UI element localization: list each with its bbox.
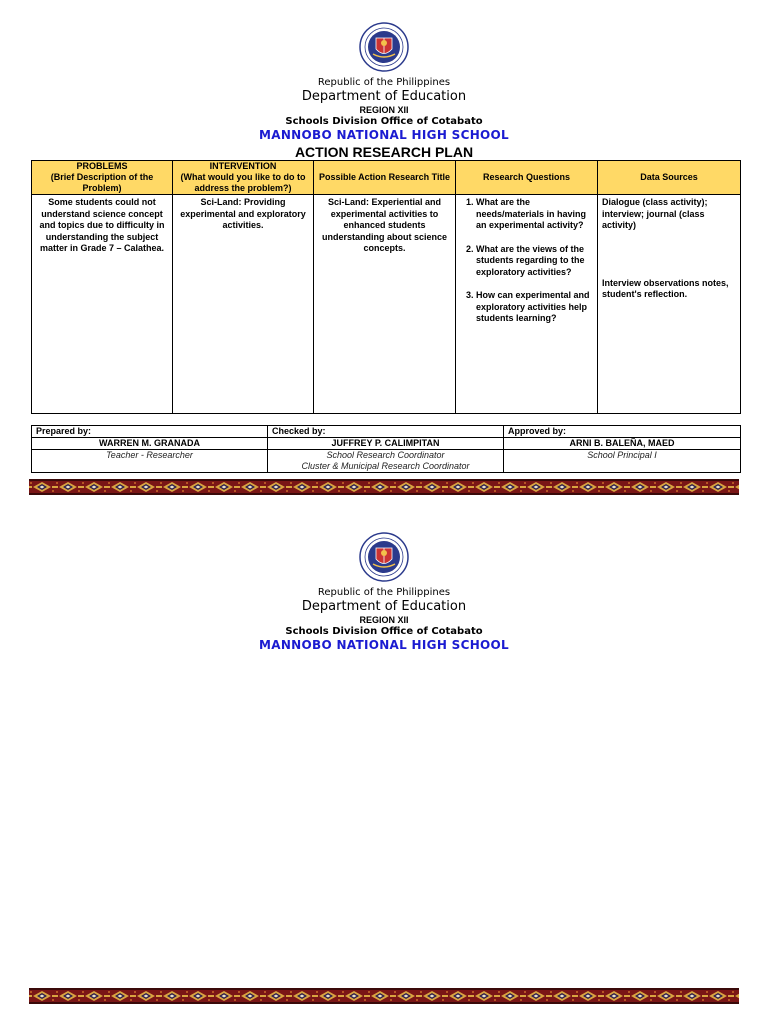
school-name: MANNOBO NATIONAL HIGH SCHOOL — [259, 128, 509, 142]
division-text: Schools Division Office of Cotabato — [285, 626, 483, 637]
prepared-by-role: Teacher - Researcher — [32, 450, 268, 473]
approved-by-role: School Principal I — [504, 450, 741, 473]
signatories-table — [31, 425, 741, 473]
data-source: Dialogue (class activity); interview; journal (class activity) — [602, 197, 708, 230]
department-text: Department of Education — [301, 89, 467, 104]
page1-header — [0, 22, 768, 161]
problem-cell: Some students could not understand science concept and topics due to difficulty in understanding the subject matter in Grade 7 – Calathea. — [32, 195, 173, 414]
title-cell: Sci-Land: Experiential and experimental activities to enhanced students understanding about science concepts. — [314, 195, 456, 414]
research-questions-cell — [456, 195, 598, 414]
research-question: 3. How can experimental and exploratory activities help students learning? — [476, 290, 593, 325]
header-research-questions: Research Questions — [456, 161, 598, 195]
republic-text: Republic of the Philippines — [317, 77, 451, 88]
deped-seal-icon — [359, 22, 409, 72]
header-data-sources: Data Sources — [598, 161, 741, 195]
table-row — [32, 195, 741, 414]
research-question: 2. What are the views of the students regarding to the exploratory activities? — [476, 244, 593, 279]
header-intervention: INTERVENTION (What would you like to do to address the problem?) — [173, 161, 314, 195]
region-text: REGION XII — [359, 105, 409, 115]
department-text: Department of Education — [301, 599, 467, 614]
page-title: ACTION RESEARCH PLAN — [294, 144, 474, 160]
page2-header — [0, 532, 768, 652]
research-question: 1. What are the needs/materials in having an experimental activity? — [476, 197, 593, 232]
action-research-plan-table — [31, 160, 741, 414]
checked-by-role: School Research Coordinator Cluster & Municipal Research Coordinator — [268, 450, 504, 473]
checked-by-label: Checked by: — [268, 426, 504, 438]
prepared-by-name: WARREN M. GRANADA — [32, 438, 268, 450]
table-header-row — [32, 161, 741, 195]
republic-text: Republic of the Philippines — [317, 587, 451, 598]
region-text: REGION XII — [359, 615, 409, 625]
header-problems: PROBLEMS (Brief Description of the Problem) — [32, 161, 173, 195]
school-name: MANNOBO NATIONAL HIGH SCHOOL — [259, 638, 509, 652]
intervention-cell: Sci-Land: Providing experimental and exploratory activities. — [173, 195, 314, 414]
data-sources-cell — [598, 195, 741, 414]
header-title: Possible Action Research Title — [314, 161, 456, 195]
deped-seal-icon — [359, 532, 409, 582]
approved-by-name: ARNI B. BALEÑA, MAED — [504, 438, 741, 450]
division-text: Schools Division Office of Cotabato — [285, 116, 483, 127]
tribal-border-band — [29, 988, 739, 1004]
tribal-border-band — [29, 479, 739, 495]
prepared-by-label: Prepared by: — [32, 426, 268, 438]
approved-by-label: Approved by: — [504, 426, 741, 438]
checked-by-name: JUFFREY P. CALIMPITAN — [268, 438, 504, 450]
data-source: Interview observations notes, student's reflection. — [602, 277, 729, 299]
